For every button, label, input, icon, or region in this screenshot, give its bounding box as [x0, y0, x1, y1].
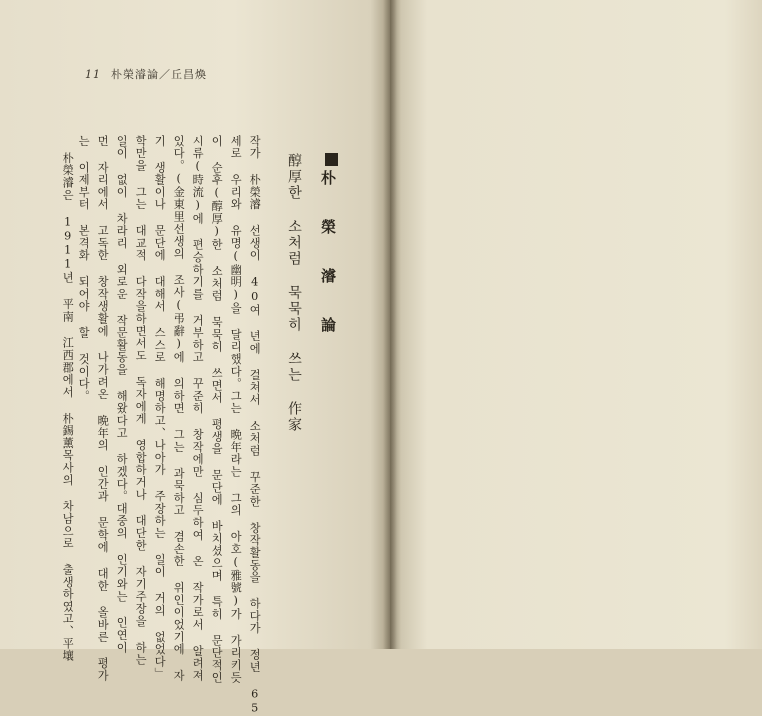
article-title: 朴 榮 濬 論	[319, 170, 337, 340]
body-column: 있다。(金東里선생의 조사(弔辭)에 의하면 그는 과묵하고 겸손한 위인이었기에 자	[172, 135, 186, 682]
running-header	[85, 66, 207, 82]
article-subtitle: 醇厚한 소처럼 묵묵히 쓰는 作家	[286, 153, 302, 433]
body-column: 기 생활이나 문단에 대해서 스스로 해명하고、나아가 주장하는 일이 거의 없었다」	[153, 135, 167, 681]
body-column: 세로 우리와 유명(幽明)을 달리했다。그는 晩年라는 그의 아호(雅號)가 가리키듯	[229, 135, 243, 684]
right-page-blank	[390, 0, 762, 649]
title-square-marker	[325, 153, 338, 166]
body-column: 朴榮濬은 1911년 平南 江西郡에서 朴錫薰목사의 차남으로 출생하였고、平壤	[61, 152, 75, 662]
running-title: 朴榮濬論／丘昌煥	[111, 68, 207, 81]
body-column: 는 이제부터 본격화 되어야 할 것이다。	[77, 135, 91, 403]
body-column: 일이 없이 차라리 외로운 작문활동을 해왔다고 하겠다。대중의 인기와는 인연이	[115, 135, 129, 654]
body-column: 시류(時流)에 편승하기를 거부하고 꾸준히 창작에만 심두하여 온 작가로서 알려져	[191, 135, 205, 682]
body-column: 이 순후(醇厚)한 소처럼 묵묵히 쓰면서 평생을 문단에 바치셨으며 특히 문단적인	[210, 135, 224, 684]
body-column: 학만을 그는 대교적 다작을하면서도 독자에게 영합하거나 대단한 자기주장을 하는	[134, 135, 148, 666]
page-number: 11	[85, 68, 101, 81]
body-column: 먼 자리에서 고독한 창작생활에 나가려온 晩年의 인간과 문학에 대한 올바른 평가	[96, 135, 110, 682]
body-column: 작가 朴榮濬 선생이 40여 년에 걸쳐서 소처럼 꾸준한 창작활동을 하다가 정년 65	[248, 135, 262, 716]
book-gutter	[383, 0, 397, 649]
